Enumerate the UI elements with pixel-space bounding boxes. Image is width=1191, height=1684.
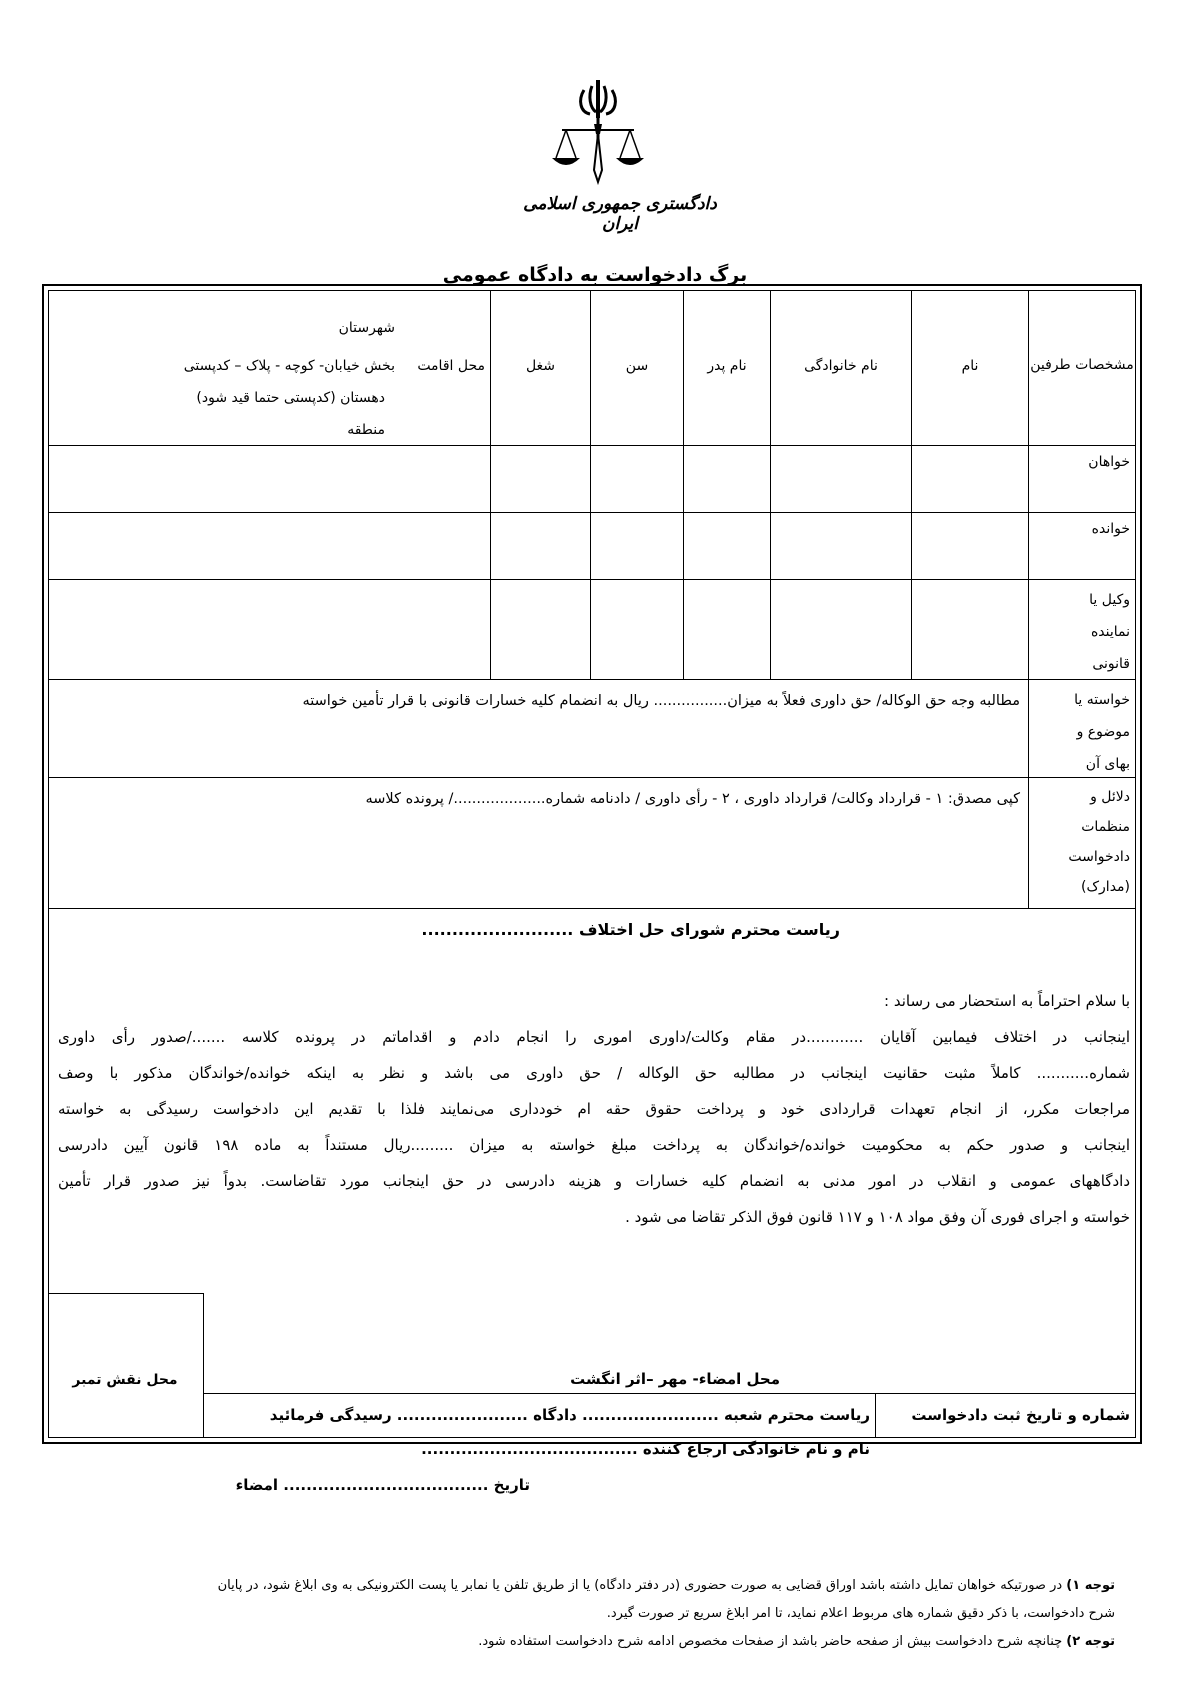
row-lawyer-label: وکیل یا نماینده قانونی xyxy=(1089,592,1130,672)
body-line: شماره........... کاملاً مثبت حقانیت اینجانب در مطالبه حق الوکاله / حق داوری می باشد و نظر به اینکه خوانده/خواندگان مذکور با وصف xyxy=(58,1064,1130,1082)
header-residence-line-1: شهرستان xyxy=(338,320,395,336)
header-residence-line-4: منطقه xyxy=(347,422,385,438)
referral-line-1: ریاست محترم شعبه ........................ دادگاه ....................... رسیدگی فرمائید xyxy=(269,1406,870,1424)
header-residence-line-3: دهستان (کدپستی حتما قید شود) xyxy=(196,390,385,406)
header-father-name: نام پدر xyxy=(707,358,747,374)
body-paragraph xyxy=(58,1019,1130,1235)
emblem-caption: دادگستری جمهوری اسلامی ایران xyxy=(523,194,717,234)
referral-line-3: تاریخ .................................... امضاء xyxy=(235,1476,530,1494)
note-1-line-2: شرح دادخواست، با ذکر دقیق شماره های مربوط اعلام نماید، تا امر ابلاغ سریع تر صورت گیرد. xyxy=(606,1606,1115,1621)
body-line: خواسته و اجرای فوری آن وفق مواد ۱۰۸ و ۱۱۷ قانون فوق الذکر تقاضا می شود . xyxy=(625,1208,1130,1226)
body-line: مراجعات مکرر، از انجام تعهدات قراردادی خود و پرداخت حقوق حقه ام خودداری می‌نمایند فلذا با تقدیم این دادخواست رسیدگی به خواسته xyxy=(58,1100,1130,1118)
body-greeting: با سلام احتراماً به استحضار می رساند : xyxy=(884,992,1130,1010)
body-line: اینجانب در اختلاف فیمابین آقایان ............در مقام وکالت/داوری اموری را انجام دادم و اقداماتم در پرونده کلاسه ......./صدور رأی داوری xyxy=(58,1028,1130,1046)
note-1-label: توجه ۱) xyxy=(1066,1578,1115,1593)
body-line: اینجانب و صدور حکم به محکومیت خوانده/خواندگان به پرداخت مبلغ خواسته به میزان .........ریال مستنداً به ماده ۱۹۸ قانون آیین دادرسی xyxy=(58,1136,1130,1154)
header-job: شغل xyxy=(525,358,556,374)
page-title: برگ دادخواست به دادگاه عمومی xyxy=(442,264,748,286)
registration-label: شماره و تاریخ ثبت دادخواست xyxy=(911,1406,1130,1424)
note-1-line-1: در صورتیکه خواهان تمایل داشته باشد اوراق قضایی به صورت حضوری (در دفتر دادگاه) یا از طریق تلفن یا نمابر یا پست الکترونیکی به وی ابلاغ شود، در پایان xyxy=(217,1578,1063,1593)
form-inner-border xyxy=(48,290,1136,1438)
header-residence-label: محل اقامت xyxy=(417,358,485,374)
body-heading: ریاست محترم شورای حل اختلاف ......................... xyxy=(421,920,840,939)
row-defendant-label: خوانده xyxy=(1091,521,1130,537)
stamp-label: محل نقش تمبر xyxy=(72,1372,178,1388)
header-residence-line-2: بخش خیابان- کوچه - پلاک – کدپستی xyxy=(183,358,395,374)
note-2 xyxy=(300,1634,1115,1649)
note-2-text: چنانچه شرح دادخواست بیش از صفحه حاضر باشد از صفحات مخصوص ادامه شرح دادخواست استفاده شود. xyxy=(478,1634,1063,1649)
row-plaintiff-label: خواهان xyxy=(1088,454,1130,470)
request-text: مطالبه وجه حق الوکاله/ حق داوری فعلاً به میزان................ ریال به انضمام کلیه خسارات قانونی با قرار تأمین خواسته xyxy=(302,693,1020,709)
note-1 xyxy=(85,1572,1115,1628)
body-line: دادگاههای عمومی و انقلاب در امور مدنی به انضمام کلیه خسارات و هزینه دادرسی در حق اینجانب مورد تقاضاست. بدواً نیز صدور قرار تأمین xyxy=(58,1172,1130,1190)
header-age: سن xyxy=(625,358,649,374)
request-label: خواسته یا موضوع و بهای آن xyxy=(1074,692,1130,772)
header-parties: مشخصات طرفین xyxy=(1030,357,1134,373)
evidence-text: کپی مصدق: ۱ - قرارداد وکالت/ قرارداد داوری ، ۲ - رأی داوری / دادنامه شماره..................../ پرونده کلاسه xyxy=(365,791,1020,807)
note-2-label: توجه ۲) xyxy=(1066,1634,1115,1649)
referral-line-2: نام و نام خانوادگی ارجاع کننده ...................................... xyxy=(421,1440,870,1458)
header-name: نام xyxy=(961,358,979,374)
judiciary-emblem-icon xyxy=(548,78,648,188)
signature-label: محل امضاء- مهر –اثر انگشت xyxy=(570,1370,780,1388)
header-family-name: نام خانوادگی xyxy=(804,358,878,374)
evidence-label: دلائل و منظمات دادخواست (مدارک) xyxy=(1068,789,1130,895)
